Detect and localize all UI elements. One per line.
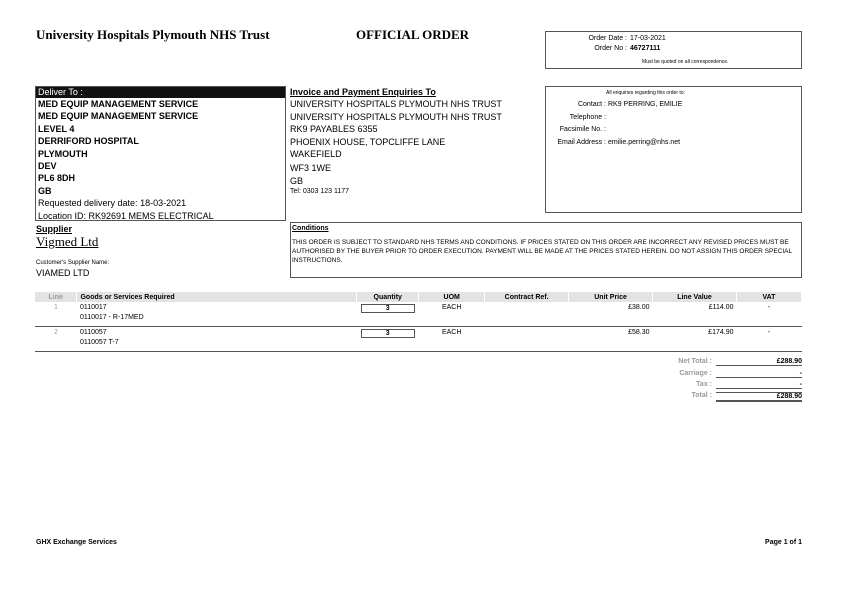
col-header-vat: VAT: [736, 292, 801, 302]
invoice-line: WF3 1WE: [290, 163, 332, 174]
line-value-value: £174.90: [653, 327, 737, 352]
quote-note: Must be quoted on all correspondence.: [642, 59, 729, 65]
col-header-unit-price: Unit Price: [569, 292, 653, 302]
facsimile-label: Facsimile No. :: [559, 126, 606, 133]
col-header-goods: Goods or Services Required: [77, 292, 357, 302]
deliver-line: GB: [38, 185, 52, 196]
enquiries-heading: All enquiries regarding this order to:: [606, 90, 685, 96]
deliver-line: PLYMOUTH: [38, 148, 88, 159]
contact-label: Contact :: [577, 101, 606, 108]
invoice-line: UNIVERSITY HOSPITALS PLYMOUTH NHS TRUST: [290, 111, 502, 122]
requested-delivery-date: Requested delivery date: 18-03-2021: [38, 198, 187, 209]
order-date-label: Order Date :: [588, 35, 627, 42]
col-header-quantity: Quantity: [357, 292, 419, 302]
invoice-telephone: Tel: 0303 123 1177: [290, 188, 350, 196]
invoice-line: PHOENIX HOUSE, TOPCLIFFE LANE: [290, 136, 446, 147]
line-value-value: £114.00: [653, 302, 737, 327]
col-header-uom: UOM: [419, 292, 485, 302]
line-number: 2: [35, 327, 77, 352]
product-description: 0110057 T-7: [79, 339, 119, 346]
deliver-to-heading: Deliver To :: [36, 87, 285, 98]
conditions-text: THIS ORDER IS SUBJECT TO STANDARD NHS TERMS AND CONDITIONS. IF PRICES STATED ON THIS ORDER ARE INCORRECT ANY REVISED PRICES MUST BE AUTHORISED BY THE BUYER PRIOR TO ORDER EXECUTION. PAYMENT WILL BE MADE AT THE PRICES STATED HEREIN. DO NOT ASSIGN THIS ORDER SPECIAL INSTRUCTIONS.: [292, 239, 792, 264]
deliver-to-box: [35, 86, 286, 221]
order-no-label: Order No :: [594, 45, 627, 52]
telephone-label: Telephone :: [569, 114, 606, 121]
deliver-line: LEVEL 4: [38, 123, 75, 134]
unit-price-value: £38.00: [569, 302, 653, 327]
carriage-label: Carriage :: [679, 370, 712, 377]
total-label: Total :: [691, 392, 712, 399]
table-row: [35, 302, 802, 327]
email-value: emilie.perring@nhs.net: [608, 139, 681, 146]
invoice-line: RK9 PAYABLES 6355: [290, 124, 378, 135]
contract-ref-value: [485, 327, 569, 352]
total-value: £288.90: [716, 392, 802, 402]
page-number: Page 1 of 1: [765, 539, 802, 546]
invoice-line: WAKEFIELD: [290, 149, 342, 160]
net-total-label: Net Total :: [678, 358, 712, 365]
contract-ref-value: [485, 302, 569, 327]
contact-value: RK9 PERRING, EMILIE: [608, 101, 683, 108]
net-total-value: £288.90: [716, 358, 802, 366]
tax-label: Tax :: [696, 381, 712, 388]
vat-value: -: [736, 327, 801, 352]
document-title: OFFICIAL ORDER: [356, 27, 470, 42]
order-no-value: 46727111: [630, 45, 661, 52]
product-code: 0110057: [79, 329, 107, 336]
carriage-value: -: [716, 370, 802, 378]
deliver-line: MED EQUIP MANAGEMENT SERVICE: [38, 99, 199, 109]
quantity-cell: [357, 302, 419, 327]
conditions-heading: Conditions: [292, 225, 329, 232]
uom-value: EACH: [419, 327, 485, 352]
deliver-line: PL6 8DH: [38, 173, 76, 184]
table-row: [35, 327, 802, 352]
product-description: 0110017 - R-17MED: [79, 314, 144, 321]
order-info-box: [545, 31, 802, 69]
deliver-line: DEV: [38, 161, 57, 172]
organisation-name: University Hospitals Plymouth NHS Trust: [36, 27, 270, 42]
invoice-line: UNIVERSITY HOSPITALS PLYMOUTH NHS TRUST: [290, 99, 502, 110]
customer-supplier-label: Customer's Supplier Name:: [36, 260, 110, 266]
vat-value: -: [736, 302, 801, 327]
order-items-table: [35, 292, 802, 352]
deliver-line: DERRIFORD HOSPITAL: [38, 136, 139, 147]
col-header-line-value: Line Value: [653, 292, 737, 302]
quantity-value: 3: [361, 304, 415, 313]
location-id: Location ID: RK92691 MEMS ELECTRICAL: [38, 210, 214, 221]
deliver-line: MED EQUIP MANAGEMENT SERVICE: [38, 111, 199, 122]
uom-value: EACH: [419, 302, 485, 327]
invoice-heading: Invoice and Payment Enquiries To: [290, 87, 436, 97]
email-label: Email Address :: [557, 139, 606, 146]
footer-service-name: GHX Exchange Services: [36, 539, 117, 546]
quantity-value: 3: [361, 329, 415, 338]
supplier-heading: Supplier: [36, 224, 73, 234]
quantity-cell: [357, 327, 419, 352]
goods-cell: [77, 327, 357, 352]
customer-supplier-name: VIAMED LTD: [36, 268, 90, 278]
supplier-name: Vigmed Ltd: [36, 234, 99, 249]
invoice-line: GB: [290, 175, 304, 186]
order-date-value: 17-03-2021: [630, 35, 666, 42]
unit-price-value: £58.30: [569, 327, 653, 352]
product-code: 0110017: [79, 304, 107, 311]
line-number: 1: [35, 302, 77, 327]
tax-value: -: [716, 381, 802, 389]
conditions-box: [290, 222, 802, 278]
invoice-section: [290, 86, 544, 195]
col-header-line: Line: [35, 292, 77, 302]
col-header-contract-ref: Contract Ref.: [485, 292, 569, 302]
goods-cell: [77, 302, 357, 327]
enquiries-box: [545, 86, 802, 213]
